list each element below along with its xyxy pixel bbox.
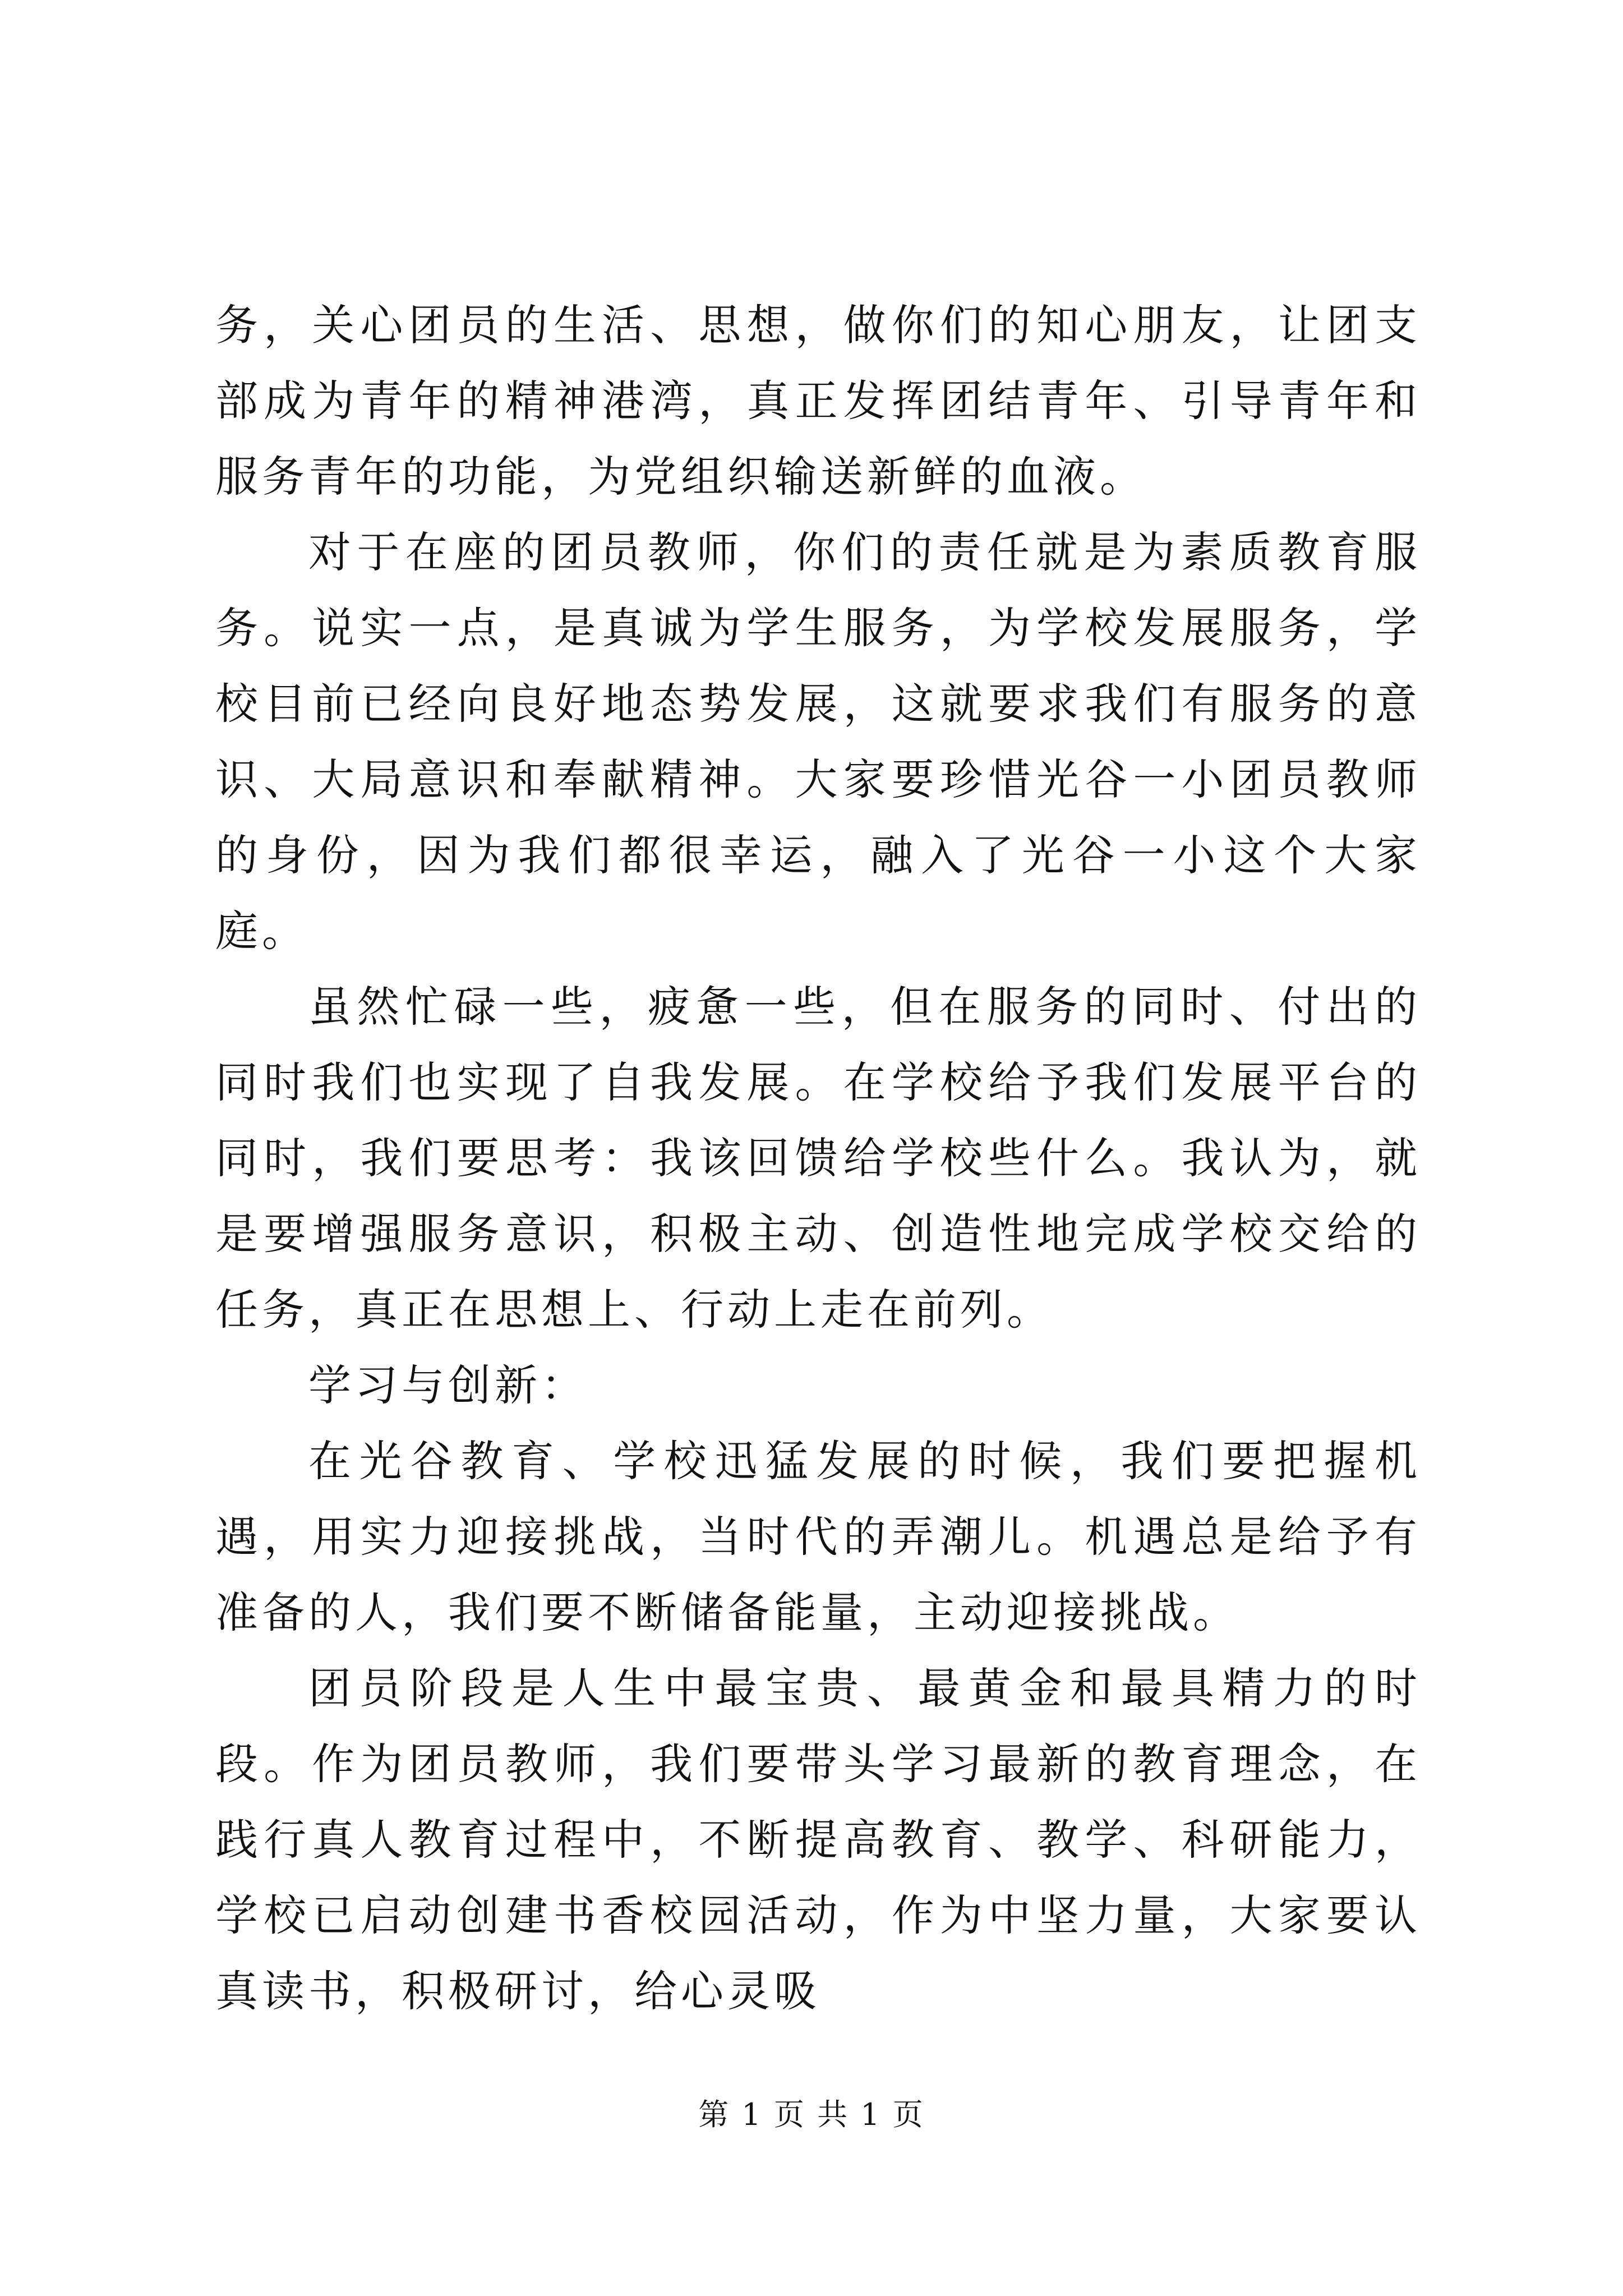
paragraph-5: 团员阶段是人生中最宝贵、最黄金和最具精力的时段。作为团员教师，我们要带头学习最新的教育理念，在践行真人教育过程中，不断提高教育、教学、科研能力，学校已启动创建书香校园活动，作为中坚力量，大家要认真读书，积极研讨，给心灵吸 — [215, 1663, 1421, 2016]
paragraph-1: 务，关心团员的生活、思想，做你们的知心朋友，让团支部成为青年的精神港湾，真正发挥团结青年、引导青年和服务青年的功能，为党组织输送新鲜的血液。 — [215, 300, 1421, 501]
page-number-footer: 第 1 页 共 1 页 — [698, 2097, 925, 2132]
document-body — [215, 287, 1421, 2029]
section-heading-learning-innovation: 学习与创新： — [308, 1360, 588, 1410]
paragraph-3: 虽然忙碌一些，疲惫一些，但在服务的同时、付出的同时我们也实现了自我发展。在学校给予我们发展平台的同时，我们要思考：我该回馈给学校些什么。我认为，就是要增强服务意识，积极主动、创造性地完成学校交给的任务，真正在思想上、行动上走在前列。 — [215, 982, 1421, 1335]
paragraph-4: 在光谷教育、学校迅猛发展的时候，我们要把握机遇，用实力迎接挑战，当时代的弄潮儿。机遇总是给予有准备的人，我们要不断储备能量，主动迎接挑战。 — [215, 1436, 1421, 1637]
paragraph-2: 对于在座的团员教师，你们的责任就是为素质教育服务。说实一点，是真诚为学生服务，为学校发展服务，学校目前已经向良好地态势发展，这就要求我们有服务的意识、大局意识和奉献精神。大家要珍惜光谷一小团员教师的身份，因为我们都很幸运，融入了光谷一小这个大家庭。 — [215, 527, 1421, 956]
